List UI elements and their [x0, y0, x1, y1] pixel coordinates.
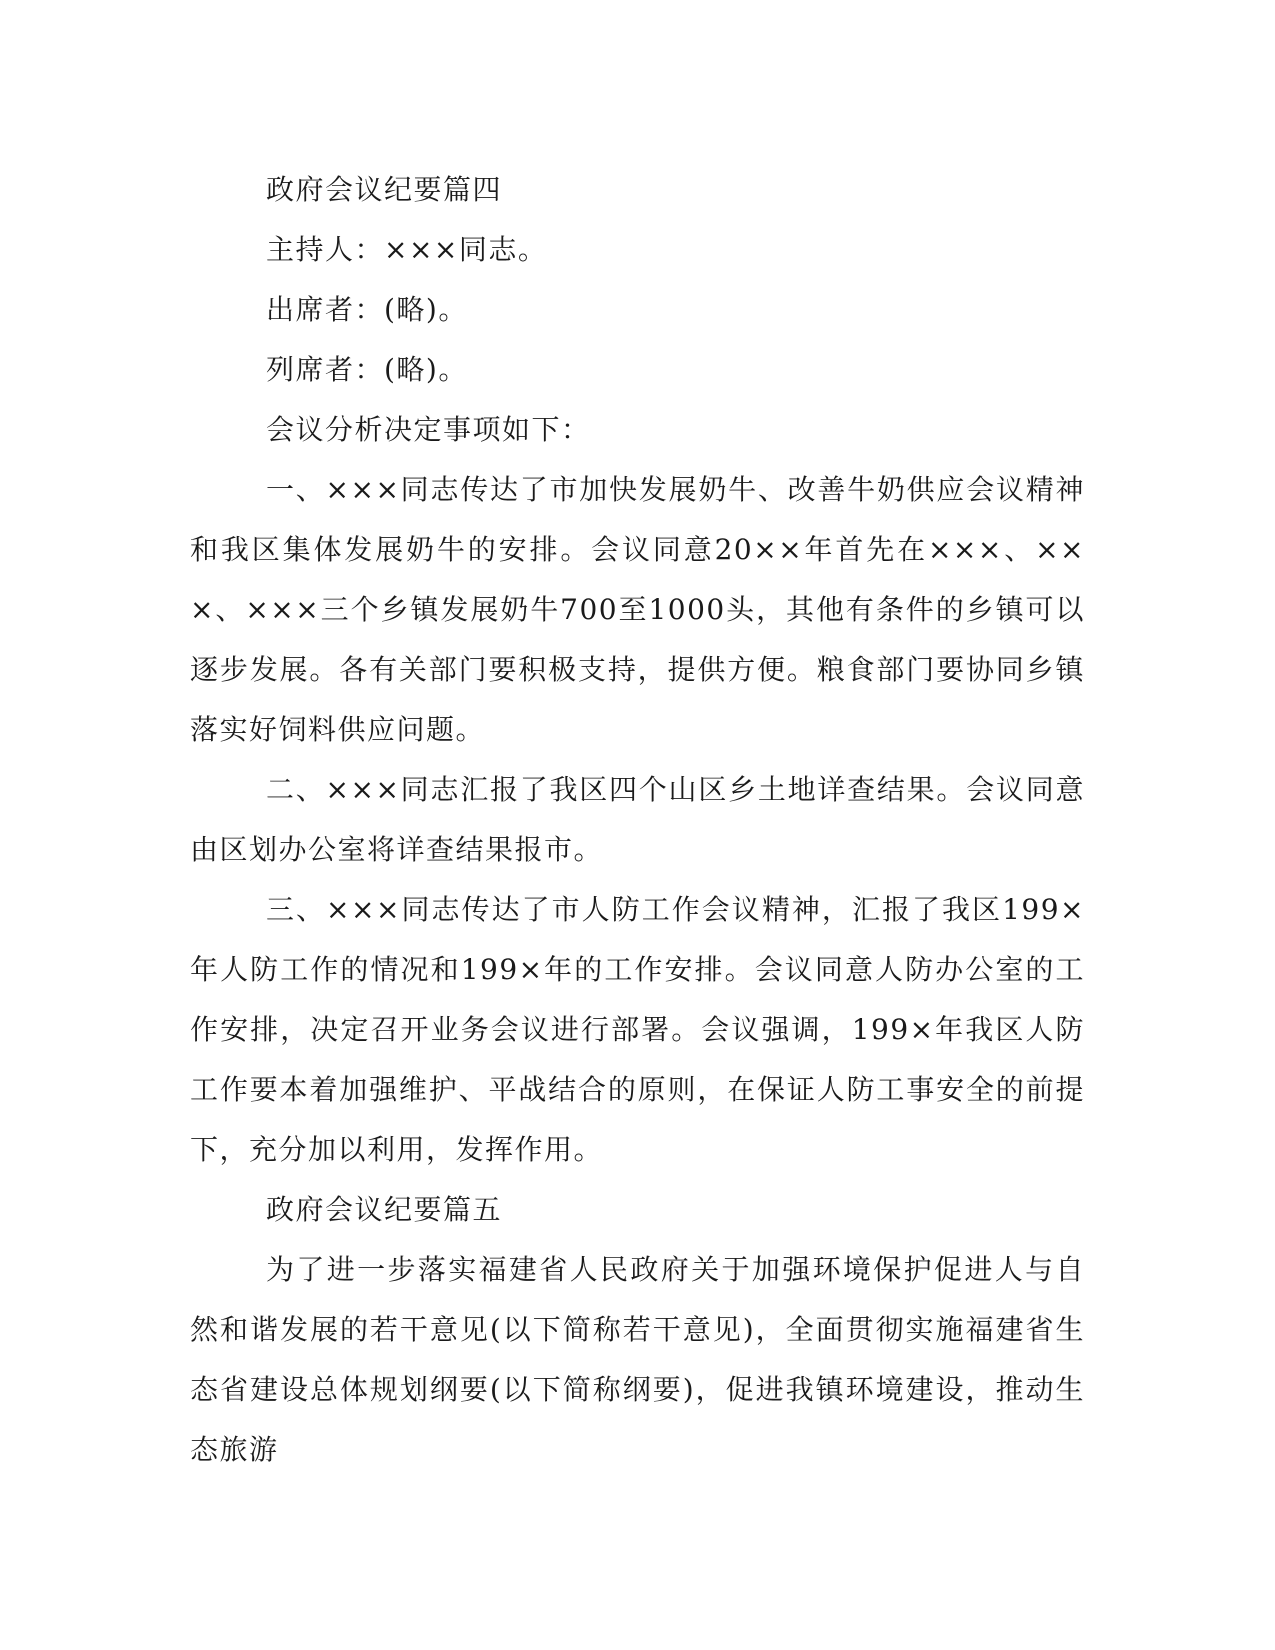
section-heading-5: 政府会议纪要篇五 [266, 1193, 503, 1226]
decisions-intro: 会议分析决定事项如下： [266, 413, 591, 446]
document-body [190, 160, 1085, 1480]
section-heading-4: 政府会议纪要篇四 [266, 173, 503, 206]
host-line: 主持人：×××同志。 [266, 233, 548, 266]
section-5-paragraph: 为了进一步落实福建省人民政府关于加强环境保护促进人与自然和谐发展的若干意见(以下简称若干意见)，全面贯彻实施福建省生态省建设总体规划纲要(以下简称纲要)，促进我镇环境建设，推动生态旅游 [190, 1253, 1085, 1466]
decision-item-3: 三、×××同志传达了市人防工作会议精神，汇报了我区199×年人防工作的情况和199×年的工作安排。会议同意人防办公室的工作安排，决定召开业务会议进行部署。会议强调，199×年我区人防工作要本着加强维护、平战结合的原则，在保证人防工事安全的前提下，充分加以利用，发挥作用。 [190, 893, 1085, 1166]
decision-item-1: 一、×××同志传达了市加快发展奶牛、改善牛奶供应会议精神和我区集体发展奶牛的安排。会议同意20××年首先在×××、×××、×××三个乡镇发展奶牛700至1000头，其他有条件的乡镇可以逐步发展。各有关部门要积极支持，提供方便。粮食部门要协同乡镇落实好饲料供应问题。 [190, 473, 1085, 746]
decision-item-2: 二、×××同志汇报了我区四个山区乡土地详查结果。会议同意由区划办公室将详查结果报市。 [190, 773, 1085, 866]
attendees-line: 出席者：(略)。 [266, 293, 468, 326]
observers-line: 列席者：(略)。 [266, 353, 468, 386]
